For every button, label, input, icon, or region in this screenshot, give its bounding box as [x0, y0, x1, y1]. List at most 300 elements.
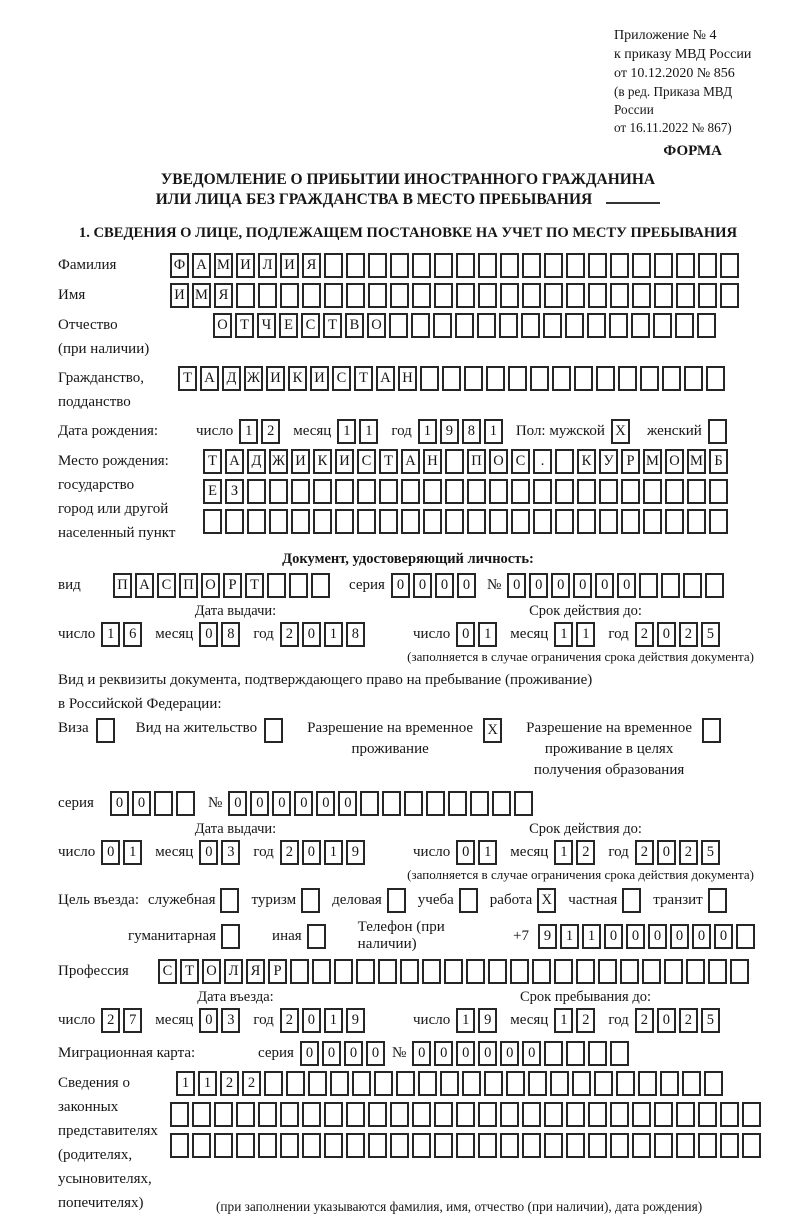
char-box[interactable]	[596, 366, 615, 391]
char-box[interactable]	[687, 509, 706, 534]
char-box[interactable]: 1	[176, 1071, 195, 1096]
char-box[interactable]	[335, 509, 354, 534]
char-box[interactable]: А	[135, 573, 154, 598]
char-box[interactable]	[684, 366, 703, 391]
char-box[interactable]	[705, 573, 724, 598]
char-box[interactable]: 1	[582, 924, 601, 949]
char-box[interactable]	[631, 313, 650, 338]
char-box[interactable]: 0	[300, 1041, 319, 1066]
char-box[interactable]	[412, 1133, 431, 1158]
char-box[interactable]: 8	[221, 622, 240, 647]
char-box[interactable]: О	[489, 449, 508, 474]
char-box[interactable]: 9	[346, 1008, 365, 1033]
char-box[interactable]	[486, 366, 505, 391]
char-box[interactable]	[324, 1133, 343, 1158]
char-box[interactable]	[544, 1041, 563, 1066]
char-box[interactable]: Е	[203, 479, 222, 504]
char-box[interactable]	[577, 509, 596, 534]
char-box[interactable]	[456, 283, 475, 308]
char-box[interactable]: 1	[239, 419, 258, 444]
char-box[interactable]	[236, 283, 255, 308]
char-box[interactable]	[280, 1102, 299, 1127]
char-box[interactable]	[544, 1133, 563, 1158]
char-box[interactable]	[478, 253, 497, 278]
char-box[interactable]	[378, 959, 397, 984]
char-box[interactable]	[554, 959, 573, 984]
char-box[interactable]	[676, 1133, 695, 1158]
char-box[interactable]	[302, 283, 321, 308]
char-box[interactable]: А	[192, 253, 211, 278]
char-box[interactable]	[360, 791, 379, 816]
char-box[interactable]: О	[213, 313, 232, 338]
char-box[interactable]	[269, 509, 288, 534]
char-box[interactable]: 0	[338, 791, 357, 816]
char-box[interactable]	[335, 479, 354, 504]
char-box[interactable]	[598, 959, 617, 984]
char-box[interactable]	[225, 509, 244, 534]
char-box[interactable]	[577, 479, 596, 504]
char-box[interactable]	[706, 366, 725, 391]
char-box[interactable]	[214, 1133, 233, 1158]
char-box[interactable]	[258, 283, 277, 308]
char-box[interactable]	[444, 959, 463, 984]
char-box[interactable]: И	[170, 283, 189, 308]
char-box[interactable]: 9	[538, 924, 557, 949]
char-box[interactable]	[616, 1071, 635, 1096]
char-box[interactable]: X	[611, 419, 630, 444]
char-box[interactable]: 2	[635, 1008, 654, 1033]
char-box[interactable]: 0	[657, 840, 676, 865]
char-box[interactable]	[720, 283, 739, 308]
char-box[interactable]	[621, 509, 640, 534]
char-box[interactable]	[610, 283, 629, 308]
char-box[interactable]	[566, 1041, 585, 1066]
char-box[interactable]	[660, 1071, 679, 1096]
char-box[interactable]: 0	[199, 1008, 218, 1033]
char-box[interactable]	[401, 479, 420, 504]
char-box[interactable]: И	[335, 449, 354, 474]
char-box[interactable]: 0	[670, 924, 689, 949]
char-box[interactable]	[511, 509, 530, 534]
char-box[interactable]	[609, 313, 628, 338]
char-box[interactable]: 0	[617, 573, 636, 598]
char-box[interactable]: 1	[560, 924, 579, 949]
char-box[interactable]	[698, 1102, 717, 1127]
char-box[interactable]: Я	[214, 283, 233, 308]
char-box[interactable]	[258, 1102, 277, 1127]
char-box[interactable]	[290, 959, 309, 984]
char-box[interactable]	[664, 959, 683, 984]
char-box[interactable]	[610, 1041, 629, 1066]
char-box[interactable]	[702, 718, 721, 743]
char-box[interactable]	[379, 479, 398, 504]
char-box[interactable]: 5	[701, 1008, 720, 1033]
char-box[interactable]	[555, 449, 574, 474]
char-box[interactable]	[682, 1071, 701, 1096]
char-box[interactable]: Т	[180, 959, 199, 984]
char-box[interactable]	[544, 253, 563, 278]
char-box[interactable]: 0	[648, 924, 667, 949]
char-box[interactable]	[203, 509, 222, 534]
char-box[interactable]	[632, 283, 651, 308]
char-box[interactable]: 1	[576, 622, 595, 647]
char-box[interactable]: 0	[344, 1041, 363, 1066]
char-box[interactable]	[426, 791, 445, 816]
char-box[interactable]: 0	[391, 573, 410, 598]
char-box[interactable]: 2	[679, 622, 698, 647]
char-box[interactable]	[594, 1071, 613, 1096]
char-box[interactable]	[374, 1071, 393, 1096]
char-box[interactable]: 0	[456, 1041, 475, 1066]
char-box[interactable]	[665, 479, 684, 504]
char-box[interactable]	[357, 479, 376, 504]
char-box[interactable]	[352, 1071, 371, 1096]
char-box[interactable]	[96, 718, 115, 743]
char-box[interactable]	[698, 253, 717, 278]
char-box[interactable]	[640, 366, 659, 391]
char-box[interactable]	[708, 959, 727, 984]
char-box[interactable]: Ж	[269, 449, 288, 474]
char-box[interactable]	[440, 1071, 459, 1096]
char-box[interactable]: 1	[123, 840, 142, 865]
char-box[interactable]: 2	[635, 840, 654, 865]
char-box[interactable]: 2	[576, 840, 595, 865]
char-box[interactable]: С	[332, 366, 351, 391]
char-box[interactable]	[566, 283, 585, 308]
char-box[interactable]: М	[687, 449, 706, 474]
char-box[interactable]	[742, 1133, 761, 1158]
char-box[interactable]: А	[200, 366, 219, 391]
char-box[interactable]: 6	[123, 622, 142, 647]
char-box[interactable]	[192, 1133, 211, 1158]
char-box[interactable]	[467, 479, 486, 504]
char-box[interactable]	[599, 509, 618, 534]
char-box[interactable]	[478, 1102, 497, 1127]
char-box[interactable]	[676, 1102, 695, 1127]
char-box[interactable]	[470, 791, 489, 816]
char-box[interactable]: Ф	[170, 253, 189, 278]
char-box[interactable]	[506, 1071, 525, 1096]
char-box[interactable]: К	[313, 449, 332, 474]
char-box[interactable]	[488, 959, 507, 984]
char-box[interactable]	[387, 888, 406, 913]
char-box[interactable]: Т	[379, 449, 398, 474]
char-box[interactable]	[154, 791, 173, 816]
char-box[interactable]: 0	[366, 1041, 385, 1066]
char-box[interactable]	[324, 253, 343, 278]
char-box[interactable]	[464, 366, 483, 391]
char-box[interactable]: 1	[456, 1008, 475, 1033]
char-box[interactable]: С	[511, 449, 530, 474]
char-box[interactable]	[379, 509, 398, 534]
char-box[interactable]: 9	[346, 840, 365, 865]
char-box[interactable]	[308, 1071, 327, 1096]
char-box[interactable]	[543, 313, 562, 338]
char-box[interactable]: О	[665, 449, 684, 474]
char-box[interactable]	[346, 283, 365, 308]
char-box[interactable]: И	[291, 449, 310, 474]
char-box[interactable]	[576, 959, 595, 984]
char-box[interactable]: 1	[554, 840, 573, 865]
char-box[interactable]	[676, 253, 695, 278]
char-box[interactable]: .	[533, 449, 552, 474]
char-box[interactable]: 0	[294, 791, 313, 816]
char-box[interactable]	[552, 366, 571, 391]
char-box[interactable]: 1	[554, 1008, 573, 1033]
char-box[interactable]: 0	[551, 573, 570, 598]
char-box[interactable]: 0	[604, 924, 623, 949]
char-box[interactable]	[565, 313, 584, 338]
char-box[interactable]: О	[367, 313, 386, 338]
char-box[interactable]: О	[201, 573, 220, 598]
char-box[interactable]: 0	[302, 840, 321, 865]
char-box[interactable]	[324, 283, 343, 308]
char-box[interactable]	[368, 1133, 387, 1158]
char-box[interactable]	[530, 366, 549, 391]
char-box[interactable]	[511, 479, 530, 504]
char-box[interactable]	[176, 791, 195, 816]
char-box[interactable]	[418, 1071, 437, 1096]
char-box[interactable]	[291, 509, 310, 534]
char-box[interactable]	[478, 1133, 497, 1158]
char-box[interactable]: 3	[221, 840, 240, 865]
char-box[interactable]: О	[202, 959, 221, 984]
char-box[interactable]: 0	[573, 573, 592, 598]
char-box[interactable]: Б	[709, 449, 728, 474]
char-box[interactable]: К	[288, 366, 307, 391]
char-box[interactable]: Д	[247, 449, 266, 474]
char-box[interactable]	[455, 313, 474, 338]
char-box[interactable]	[566, 253, 585, 278]
char-box[interactable]: А	[376, 366, 395, 391]
char-box[interactable]	[368, 1102, 387, 1127]
char-box[interactable]	[632, 1133, 651, 1158]
char-box[interactable]: 0	[302, 622, 321, 647]
char-box[interactable]	[588, 283, 607, 308]
char-box[interactable]	[588, 1133, 607, 1158]
char-box[interactable]	[654, 283, 673, 308]
char-box[interactable]: 0	[507, 573, 526, 598]
char-box[interactable]: 0	[412, 1041, 431, 1066]
char-box[interactable]	[492, 791, 511, 816]
char-box[interactable]	[643, 479, 662, 504]
char-box[interactable]	[422, 959, 441, 984]
char-box[interactable]: И	[310, 366, 329, 391]
char-box[interactable]	[709, 479, 728, 504]
char-box[interactable]	[291, 479, 310, 504]
char-box[interactable]: Ч	[257, 313, 276, 338]
char-box[interactable]: 0	[626, 924, 645, 949]
char-box[interactable]: Р	[223, 573, 242, 598]
char-box[interactable]: 2	[101, 1008, 120, 1033]
char-box[interactable]	[500, 253, 519, 278]
char-box[interactable]	[390, 283, 409, 308]
char-box[interactable]	[730, 959, 749, 984]
char-box[interactable]	[587, 313, 606, 338]
char-box[interactable]	[610, 1102, 629, 1127]
char-box[interactable]	[686, 959, 705, 984]
char-box[interactable]: М	[643, 449, 662, 474]
char-box[interactable]	[434, 253, 453, 278]
char-box[interactable]	[356, 959, 375, 984]
char-box[interactable]	[313, 509, 332, 534]
char-box[interactable]: X	[483, 718, 502, 743]
char-box[interactable]: 0	[110, 791, 129, 816]
char-box[interactable]: 2	[280, 622, 299, 647]
char-box[interactable]: Ж	[244, 366, 263, 391]
char-box[interactable]: 0	[316, 791, 335, 816]
char-box[interactable]: 9	[440, 419, 459, 444]
char-box[interactable]	[642, 959, 661, 984]
char-box[interactable]: Я	[246, 959, 265, 984]
char-box[interactable]: С	[357, 449, 376, 474]
char-box[interactable]: 1	[337, 419, 356, 444]
char-box[interactable]	[610, 1133, 629, 1158]
char-box[interactable]	[357, 509, 376, 534]
char-box[interactable]: Е	[279, 313, 298, 338]
char-box[interactable]	[618, 366, 637, 391]
char-box[interactable]	[286, 1071, 305, 1096]
char-box[interactable]	[662, 366, 681, 391]
char-box[interactable]: 0	[228, 791, 247, 816]
char-box[interactable]: М	[192, 283, 211, 308]
char-box[interactable]: Р	[621, 449, 640, 474]
char-box[interactable]: 1	[324, 622, 343, 647]
char-box[interactable]	[280, 283, 299, 308]
char-box[interactable]: У	[599, 449, 618, 474]
char-box[interactable]	[588, 1102, 607, 1127]
char-box[interactable]	[522, 283, 541, 308]
char-box[interactable]: А	[225, 449, 244, 474]
char-box[interactable]	[264, 718, 283, 743]
char-box[interactable]: 1	[324, 1008, 343, 1033]
char-box[interactable]	[621, 479, 640, 504]
char-box[interactable]: С	[158, 959, 177, 984]
char-box[interactable]	[675, 313, 694, 338]
char-box[interactable]	[445, 449, 464, 474]
char-box[interactable]: Т	[178, 366, 197, 391]
char-box[interactable]: 0	[250, 791, 269, 816]
char-box[interactable]	[448, 791, 467, 816]
char-box[interactable]: 0	[456, 622, 475, 647]
char-box[interactable]	[390, 253, 409, 278]
char-box[interactable]	[632, 1102, 651, 1127]
char-box[interactable]	[192, 1102, 211, 1127]
char-box[interactable]	[466, 959, 485, 984]
char-box[interactable]: Л	[224, 959, 243, 984]
char-box[interactable]: 0	[457, 573, 476, 598]
char-box[interactable]: 0	[529, 573, 548, 598]
char-box[interactable]: С	[301, 313, 320, 338]
char-box[interactable]: Т	[235, 313, 254, 338]
char-box[interactable]: К	[577, 449, 596, 474]
char-box[interactable]	[521, 313, 540, 338]
char-box[interactable]	[459, 888, 478, 913]
char-box[interactable]	[346, 1133, 365, 1158]
char-box[interactable]	[390, 1102, 409, 1127]
char-box[interactable]: 1	[554, 622, 573, 647]
char-box[interactable]: 2	[679, 840, 698, 865]
char-box[interactable]	[687, 479, 706, 504]
char-box[interactable]	[661, 573, 680, 598]
char-box[interactable]	[622, 888, 641, 913]
char-box[interactable]: 0	[322, 1041, 341, 1066]
char-box[interactable]	[434, 283, 453, 308]
char-box[interactable]	[697, 313, 716, 338]
char-box[interactable]: X	[537, 888, 556, 913]
char-box[interactable]	[654, 1102, 673, 1127]
char-box[interactable]: Н	[423, 449, 442, 474]
char-box[interactable]	[456, 1133, 475, 1158]
char-box[interactable]	[346, 1102, 365, 1127]
char-box[interactable]	[704, 1071, 723, 1096]
char-box[interactable]	[247, 509, 266, 534]
char-box[interactable]	[683, 573, 702, 598]
char-box[interactable]	[500, 1102, 519, 1127]
char-box[interactable]	[544, 283, 563, 308]
char-box[interactable]: 0	[132, 791, 151, 816]
char-box[interactable]	[720, 1133, 739, 1158]
char-box[interactable]	[330, 1071, 349, 1096]
char-box[interactable]	[389, 313, 408, 338]
char-box[interactable]	[544, 1102, 563, 1127]
char-box[interactable]	[574, 366, 593, 391]
char-box[interactable]: 2	[220, 1071, 239, 1096]
char-box[interactable]	[550, 1071, 569, 1096]
char-box[interactable]: 1	[418, 419, 437, 444]
char-box[interactable]	[247, 479, 266, 504]
char-box[interactable]: 0	[692, 924, 711, 949]
char-box[interactable]	[220, 888, 239, 913]
char-box[interactable]: 0	[500, 1041, 519, 1066]
char-box[interactable]: 0	[478, 1041, 497, 1066]
char-box[interactable]	[654, 253, 673, 278]
char-box[interactable]	[404, 791, 423, 816]
char-box[interactable]	[643, 509, 662, 534]
char-box[interactable]	[500, 1133, 519, 1158]
char-box[interactable]	[236, 1102, 255, 1127]
char-box[interactable]	[555, 479, 574, 504]
char-box[interactable]: П	[467, 449, 486, 474]
char-box[interactable]	[258, 1133, 277, 1158]
char-box[interactable]: 0	[435, 573, 454, 598]
char-box[interactable]: 7	[123, 1008, 142, 1033]
char-box[interactable]	[514, 791, 533, 816]
char-box[interactable]	[311, 573, 330, 598]
char-box[interactable]	[484, 1071, 503, 1096]
char-box[interactable]	[302, 1102, 321, 1127]
char-box[interactable]	[653, 313, 672, 338]
char-box[interactable]: И	[280, 253, 299, 278]
char-box[interactable]: 0	[302, 1008, 321, 1033]
char-box[interactable]	[522, 1133, 541, 1158]
char-box[interactable]	[401, 509, 420, 534]
char-box[interactable]: 0	[101, 840, 120, 865]
char-box[interactable]: 2	[280, 840, 299, 865]
char-box[interactable]: 1	[324, 840, 343, 865]
char-box[interactable]	[467, 509, 486, 534]
char-box[interactable]	[632, 253, 651, 278]
char-box[interactable]	[456, 253, 475, 278]
char-box[interactable]	[532, 959, 551, 984]
char-box[interactable]	[434, 1133, 453, 1158]
char-box[interactable]	[269, 479, 288, 504]
char-box[interactable]	[400, 959, 419, 984]
char-box[interactable]: 3	[221, 1008, 240, 1033]
char-box[interactable]: 5	[701, 622, 720, 647]
char-box[interactable]	[324, 1102, 343, 1127]
char-box[interactable]: 2	[261, 419, 280, 444]
